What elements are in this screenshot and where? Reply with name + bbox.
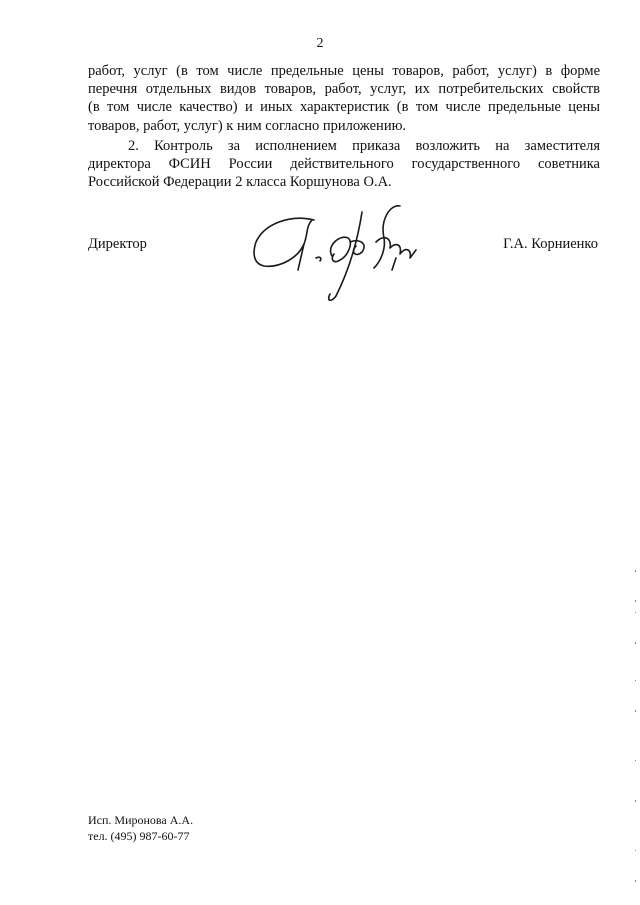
executor-phone: тел. (495) 987-60-77	[88, 829, 190, 843]
paragraph-1-line-2: перечня отдельных видов товаров, работ, услуг, их потребительских свойств	[88, 81, 600, 98]
scan-margin-marks	[635, 560, 636, 890]
page-number: 2	[316, 36, 324, 51]
document-body	[88, 62, 600, 191]
handwritten-signature	[250, 198, 430, 308]
paragraph-2-line-3: Российской Федерации 2 класса Коршунова О.А.	[88, 174, 392, 191]
paragraph-1-line-3: (в том числе качество) и иных характеристик (в том числе предельные цены	[88, 99, 600, 116]
paragraph-1-line-1: работ, услуг (в том числе предельные цены товаров, работ, услуг) в форме	[88, 63, 600, 79]
paragraph-2-line-1: 2. Контроль за исполнением приказа возложить на заместителя	[128, 137, 600, 154]
signer-name: Г.А. Корниенко	[503, 236, 598, 252]
paragraph-1-line-4: товаров, работ, услуг) к ним согласно приложению.	[88, 117, 407, 134]
paragraph-2-line-2: директора ФСИН России действительного государственного советника	[88, 156, 600, 173]
executor-footer	[88, 812, 193, 844]
executor-name: Исп. Миронова А.А.	[88, 813, 194, 827]
signer-title: Директор	[88, 236, 147, 252]
